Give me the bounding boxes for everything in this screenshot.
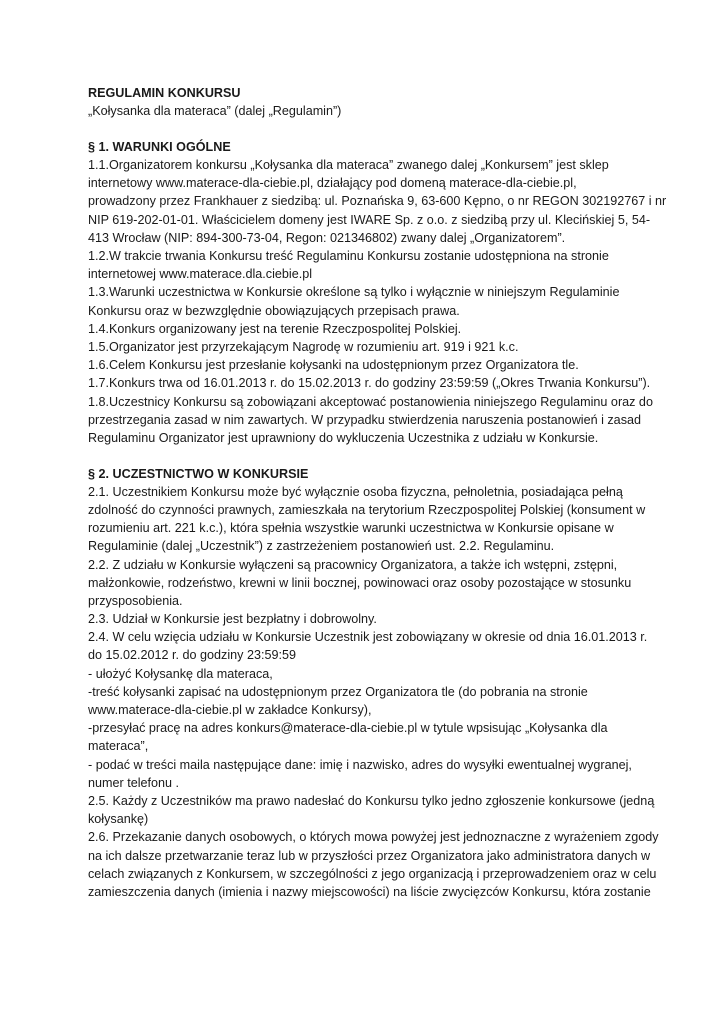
section-1-line: Regulaminu Organizator jest uprawniony do wykluczenia Uczestnika z udziału w Konkursie. (88, 430, 599, 445)
spacer (88, 447, 648, 465)
section-2-line: Regulaminie (dalej „Uczestnik”) z zastrzeżeniem postanowień ust. 2.2. Regulaminu. (88, 539, 555, 554)
spacer (88, 120, 648, 138)
section-2-body (88, 483, 659, 901)
section-2-line: 2.6. Przekazanie danych osobowych, o których mowa powyżej jest jednoznaczne z wyrażeniem zgody (88, 830, 659, 845)
section-1-line: 1.7.Konkurs trwa od 16.01.2013 r. do 15.02.2013 r. do godziny 23:59:59 („Okres Trwania Konkursu”). (88, 376, 651, 391)
section-1-line: Konkursu oraz w bezwzględnie obowiązujących przepisach prawa. (88, 303, 460, 318)
section-1-line: internetowy www.materace-dla-ciebie.pl, działający pod domeną materace-dla-ciebie.pl, (88, 176, 577, 191)
section-2-line: celach związanych z Konkursem, w szczególności z jego organizacją i przeprowadzeniem oraz w celu (88, 866, 657, 881)
section-1-line: NIP 619-202-01-01. Właścicielem domeny jest IWARE Sp. z o.o. z siedzibą przy ul. Klecińskiej 5, 54- (88, 212, 651, 227)
document-page (88, 84, 667, 901)
section-2-line: kołysankę) (88, 812, 149, 827)
section-2-heading: § 2. UCZESTNICTWO W KONKURSIE (88, 466, 309, 481)
document-subtitle: „Kołysanka dla materaca” (dalej „Regulamin”) (88, 104, 342, 119)
section-2-line: -przesyłać pracę na adres konkurs@materace-dla-ciebie.pl w tytule wpsisując „Kołysanka dla (88, 721, 608, 736)
section-1-body (88, 156, 667, 447)
document-title: REGULAMIN KONKURSU (88, 86, 241, 100)
section-2-line: 2.1. Uczestnikiem Konkursu może być wyłącznie osoba fizyczna, pełnoletnia, posiadająca pełną (88, 484, 623, 499)
section-1-line: 413 Wrocław (NIP: 894-300-73-04, Regon: 021346802) zwany dalej „Organizatorem”. (88, 230, 566, 245)
section-2-line: - podać w treści maila następujące dane: imię i nazwisko, adres do wysyłki ewentualnej wygranej, (88, 757, 632, 772)
section-2-line: 2.5. Każdy z Uczestników ma prawo nadesłać do Konkursu tylko jedno zgłoszenie konkursowe (jedną (88, 793, 655, 808)
section-1-line: przestrzegania zasad w nim zawartych. W przypadku stwierdzenia naruszenia postanowień i zasad (88, 412, 641, 427)
section-2-line: -treść kołysanki zapisać na udostępnionym przez Organizatora tle (do pobrania na stronie (88, 684, 588, 699)
section-1-line: 1.8.Uczestnicy Konkursu są zobowiązani akceptować postanowienia niniejszego Regulaminu oraz do (88, 394, 653, 409)
section-2-line: zdolność do czynności prawnych, zamieszkała na terytorium Rzeczpospolitej Polskiej (konsument w (88, 502, 646, 517)
section-2-line: na ich dalsze przetwarzanie teraz lub w przyszłości przez Organizatora jako administratora danych w (88, 848, 651, 863)
section-2-line: numer telefonu . (88, 775, 180, 790)
section-2-line: zamieszczenia danych (imienia i nazwy miejscowości) na liście zwycięzców Konkursu, która zostanie (88, 884, 651, 899)
section-1-line: prowadzony przez Frankhauer z siedzibą: ul. Poznańska 9, 63-600 Kępno, o nr REGON 302192767 i nr (88, 194, 667, 209)
section-2-line: do 15.02.2012 r. do godziny 23:59:59 (88, 648, 296, 663)
section-1-heading: § 1. WARUNKI OGÓLNE (88, 139, 231, 154)
section-2-line: małżonkowie, rodzeństwo, krewni w linii bocznej, powinowaci oraz osoby pozostające w stosunku (88, 575, 632, 590)
section-1-line: 1.1.Organizatorem konkursu „Kołysanka dla materaca” zwanego dalej „Konkursem” jest sklep (88, 158, 609, 173)
section-1-line: 1.4.Konkurs organizowany jest na terenie Rzeczpospolitej Polskiej. (88, 321, 462, 336)
section-2-line: 2.3. Udział w Konkursie jest bezpłatny i dobrowolny. (88, 612, 377, 627)
section-2-line: 2.2. Z udziału w Konkursie wyłączeni są pracownicy Organizatora, a także ich wstępni, zstępni, (88, 557, 618, 572)
section-1-line: 1.5.Organizator jest przyrzekającym Nagrodę w rozumieniu art. 919 i 921 k.c. (88, 339, 519, 354)
section-2-line: materaca”, (88, 739, 149, 754)
section-2-line: przysposobienia. (88, 593, 183, 608)
section-1-line: 1.2.W trakcie trwania Konkursu treść Regulaminu Konkursu zostanie udostępniona na stronie (88, 249, 609, 263)
section-2-line: - ułożyć Kołysankę dla materaca, (88, 666, 273, 681)
section-1-line: 1.6.Celem Konkursu jest przesłanie kołysanki na udostępnionym przez Organizatora tle. (88, 358, 579, 373)
section-1-line: internetowej www.materace.dla.ciebie.pl (88, 267, 312, 282)
section-2-line: rozumieniu art. 221 k.c.), która spełnia wszystkie warunki uczestnictwa w Konkursie opisane w (88, 521, 614, 536)
section-1-line: 1.3.Warunki uczestnictwa w Konkursie określone są tylko i wyłącznie w niniejszym Regulaminie (88, 285, 620, 300)
section-2-line: www.materace-dla-ciebie.pl w zakładce Konkursy), (88, 703, 372, 717)
section-2-line: 2.4. W celu wzięcia udziału w Konkursie Uczestnik jest zobowiązany w okresie od dnia 16.01.2013 r. (88, 630, 648, 645)
